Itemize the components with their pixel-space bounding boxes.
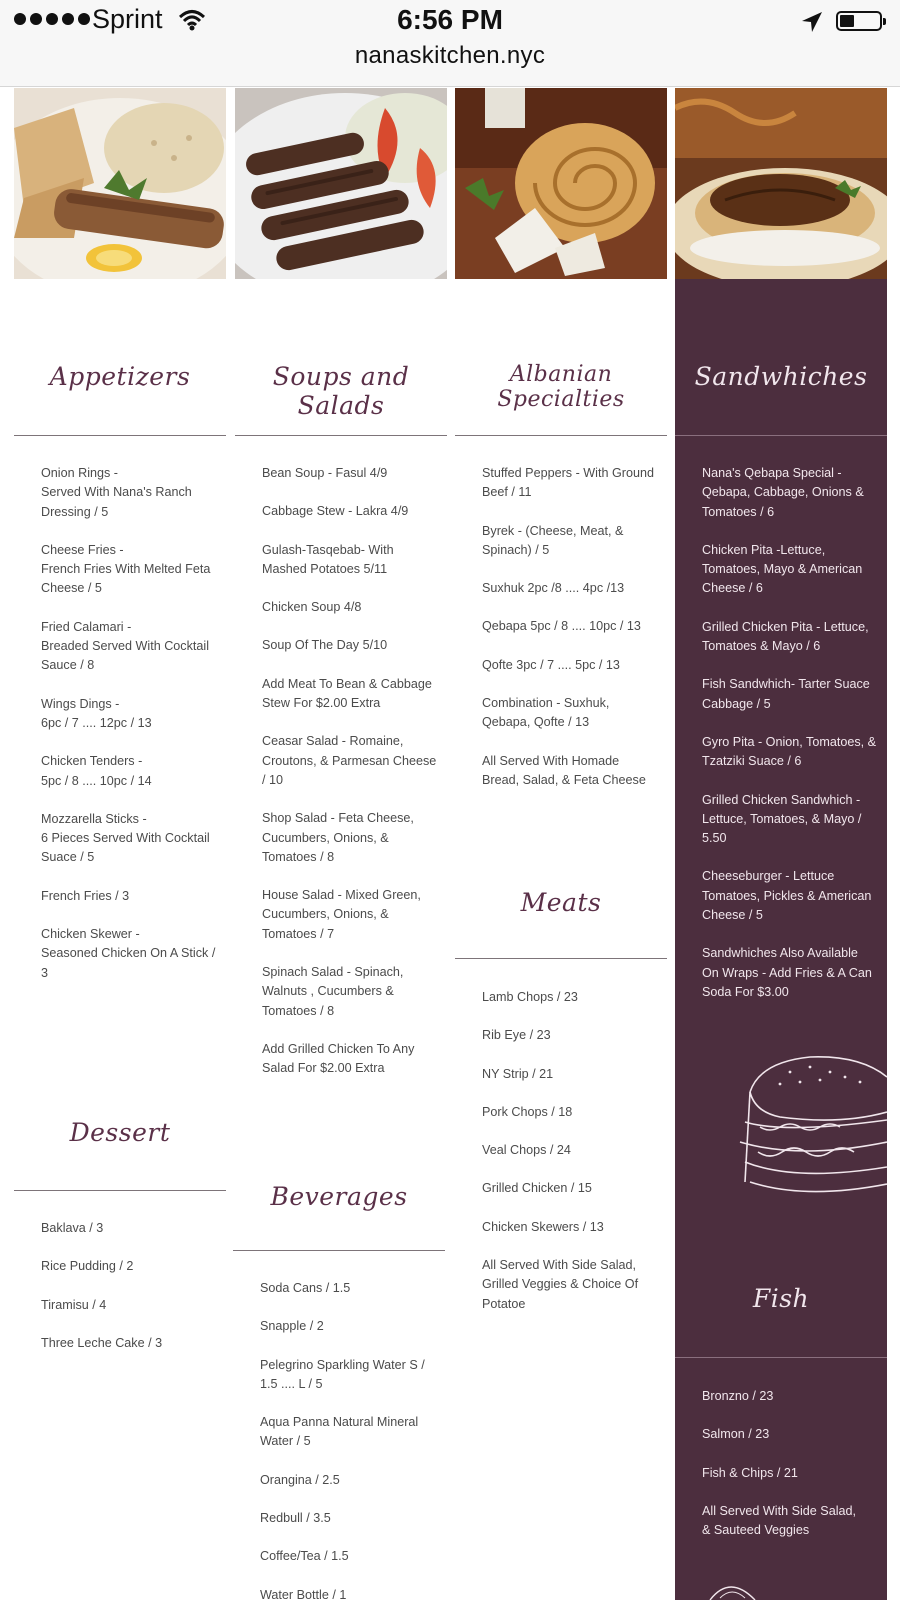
list-item: Fish Sandwhich- Tarter Suace Cabbage / 5 bbox=[702, 677, 870, 711]
dessert-divider bbox=[14, 1190, 226, 1191]
meats-divider bbox=[455, 958, 667, 959]
list-item: Tiramisu / 4 bbox=[41, 1297, 107, 1312]
soups-salads-list bbox=[262, 464, 438, 1098]
list-item: Combination - Suxhuk, Qebapa, Qofte / 13 bbox=[482, 696, 610, 730]
list-item: Water Bottle / 1 bbox=[260, 1587, 347, 1602]
list-item: Onion Rings - Served With Nana's Ranch Dressing / 5 bbox=[41, 466, 192, 519]
list-item: Aqua Panna Natural Mineral Water / 5 bbox=[260, 1415, 419, 1449]
list-item: Add Meat To Bean & Cabbage Stew For $2.00 Extra bbox=[262, 676, 432, 711]
list-item: Rib Eye / 23 bbox=[482, 1028, 551, 1043]
list-item: Gulash-Tasqebab- With Mashed Potatoes 5/11 bbox=[262, 542, 394, 576]
meats-list bbox=[482, 988, 658, 1333]
list-item: Chicken Skewers / 13 bbox=[482, 1219, 604, 1234]
list-item: Gyro Pita - Onion, Tomatoes, & Tzatziki Suace / 6 bbox=[702, 734, 877, 769]
appetizers-heading: Appetizers bbox=[49, 362, 191, 391]
fish-sketch-icon bbox=[705, 1578, 765, 1600]
list-item: Lamb Chops / 23 bbox=[482, 990, 578, 1004]
list-item: Ceasar Salad - Romaine, Croutons, & Parmesan Cheese / 10 bbox=[262, 734, 437, 787]
list-item: House Salad - Mixed Green, Cucumbers, Onions, & Tomatoes / 7 bbox=[262, 888, 421, 941]
soups-salads-heading: Soups and Salads bbox=[272, 362, 410, 420]
url-bar[interactable]: nanaskitchen.nyc bbox=[354, 42, 546, 69]
list-item: Chicken Soup 4/8 bbox=[262, 600, 362, 615]
list-item: Soda Cans / 1.5 bbox=[260, 1281, 351, 1295]
list-item: Grilled Chicken Pita - Lettuce, Tomatoes & Mayo / 6 bbox=[702, 619, 869, 654]
list-item: Suxhuk 2pc /8 .... 4pc /13 bbox=[482, 581, 625, 596]
list-item: Pork Chops / 18 bbox=[482, 1104, 573, 1119]
list-item: Shop Salad - Feta Cheese, Cucumbers, Onions, & Tomatoes / 8 bbox=[262, 811, 414, 864]
list-item: Add Grilled Chicken To Any Salad For $2.00 Extra bbox=[262, 1041, 415, 1076]
list-item: Snapple / 2 bbox=[260, 1319, 324, 1334]
list-item: Redbull / 3.5 bbox=[260, 1511, 331, 1526]
list-item: All Served With Homade Bread, Salad, & Feta Cheese bbox=[482, 753, 646, 787]
list-item: All Served With Side Salad, & Sauteed Veggies bbox=[702, 1503, 856, 1538]
list-item: Grilled Chicken Sandwhich - Lettuce, Tomatoes, & Mayo / 5.50 bbox=[702, 792, 862, 846]
list-item: Coffee/Tea / 1.5 bbox=[260, 1549, 349, 1564]
list-item: French Fries / 3 bbox=[41, 888, 130, 903]
pita-sandwich-photo bbox=[675, 88, 887, 279]
battery-icon bbox=[836, 11, 882, 31]
dessert-list bbox=[41, 1219, 217, 1372]
appetizers-divider bbox=[14, 435, 226, 436]
list-item: Qebapa 5pc / 8 .... 10pc / 13 bbox=[482, 619, 641, 634]
meats-heading: Meats bbox=[520, 888, 602, 917]
list-item: Cheese Fries - French Fries With Melted Feta Cheese / 5 bbox=[41, 542, 211, 596]
list-item: Bronzno / 23 bbox=[702, 1389, 774, 1403]
list-item: Bean Soup - Fasul 4/9 bbox=[262, 466, 388, 480]
albanian-divider bbox=[455, 435, 667, 436]
list-item: Salmon / 23 bbox=[702, 1427, 770, 1442]
list-item: Wings Dings - 6pc / 7 .... 12pc / 13 bbox=[41, 696, 152, 730]
fish-heading: Fish bbox=[752, 1284, 810, 1313]
sandwiches-divider bbox=[675, 435, 887, 436]
list-item: Pelegrino Sparkling Water S / 1.5 .... L / 5 bbox=[260, 1357, 425, 1391]
list-item: Cheeseburger - Lettuce Tomatoes, Pickles & American Cheese / 5 bbox=[702, 869, 872, 923]
list-item: Chicken Pita -Lettuce, Tomatoes, Mayo & American Cheese / 6 bbox=[702, 542, 863, 596]
list-item: NY Strip / 21 bbox=[482, 1066, 554, 1081]
list-item: Mozzarella Sticks - 6 Pieces Served With Cocktail Suace / 5 bbox=[41, 811, 210, 865]
list-item: Byrek - (Cheese, Meat, & Spinach) / 5 bbox=[482, 523, 624, 557]
location-arrow-icon bbox=[800, 10, 824, 34]
beverages-list bbox=[260, 1279, 436, 1624]
clock: 6:56 PM bbox=[397, 4, 503, 35]
fish-list bbox=[702, 1387, 878, 1559]
list-item: Sandwhiches Also Available On Wraps - Add Fries & A Can Soda For $3.00 bbox=[702, 946, 872, 999]
list-item: Spinach Salad - Spinach, Walnuts , Cucumbers & Tomatoes / 8 bbox=[262, 965, 404, 1018]
dessert-heading: Dessert bbox=[69, 1118, 171, 1147]
sandwiches-heading: Sandwhiches bbox=[694, 362, 868, 391]
list-item: Three Leche Cake / 3 bbox=[41, 1335, 163, 1350]
list-item: Soup Of The Day 5/10 bbox=[262, 638, 388, 653]
list-item: Cabbage Stew - Lakra 4/9 bbox=[262, 504, 409, 519]
list-item: Fried Calamari - Breaded Served With Cocktail Sauce / 8 bbox=[41, 619, 209, 673]
list-item: Baklava / 3 bbox=[41, 1221, 104, 1235]
list-item: Veal Chops / 24 bbox=[482, 1143, 571, 1158]
list-item: Orangina / 2.5 bbox=[260, 1472, 340, 1487]
appetizers-list bbox=[41, 464, 217, 1002]
byrek-pastry-photo bbox=[455, 88, 667, 279]
qebapa-salad-photo bbox=[235, 88, 447, 279]
list-item: Fish & Chips / 21 bbox=[702, 1465, 798, 1480]
beverages-heading: Beverages bbox=[270, 1182, 408, 1211]
kebab-rice-pita-photo bbox=[14, 88, 226, 279]
list-item: Grilled Chicken / 15 bbox=[482, 1181, 592, 1196]
fish-divider bbox=[675, 1357, 887, 1358]
list-item: Nana's Qebapa Special - Qebapa, Cabbage, Onions & Tomatoes / 6 bbox=[702, 466, 864, 519]
carrier-label: Sprint bbox=[92, 4, 163, 34]
list-item: All Served With Side Salad, Grilled Veggies & Choice Of Potatoe bbox=[482, 1258, 639, 1311]
list-item: Qofte 3pc / 7 .... 5pc / 13 bbox=[482, 657, 620, 672]
albanian-list bbox=[482, 464, 658, 809]
list-item: Chicken Skewer - Seasoned Chicken On A Stick / 3 bbox=[41, 927, 216, 980]
sandwich-sketch-icon bbox=[730, 1052, 887, 1202]
soups-salads-divider bbox=[235, 435, 447, 436]
beverages-divider bbox=[233, 1250, 445, 1251]
list-item: Rice Pudding / 2 bbox=[41, 1259, 134, 1274]
list-item: Stuffed Peppers - With Ground Beef / 11 bbox=[482, 466, 654, 500]
list-item: Chicken Tenders - 5pc / 8 .... 10pc / 14 bbox=[41, 754, 152, 788]
sandwiches-list bbox=[702, 464, 878, 1021]
albanian-specialties-heading: Albanian Specialties bbox=[497, 362, 625, 412]
status-bar bbox=[0, 0, 900, 87]
